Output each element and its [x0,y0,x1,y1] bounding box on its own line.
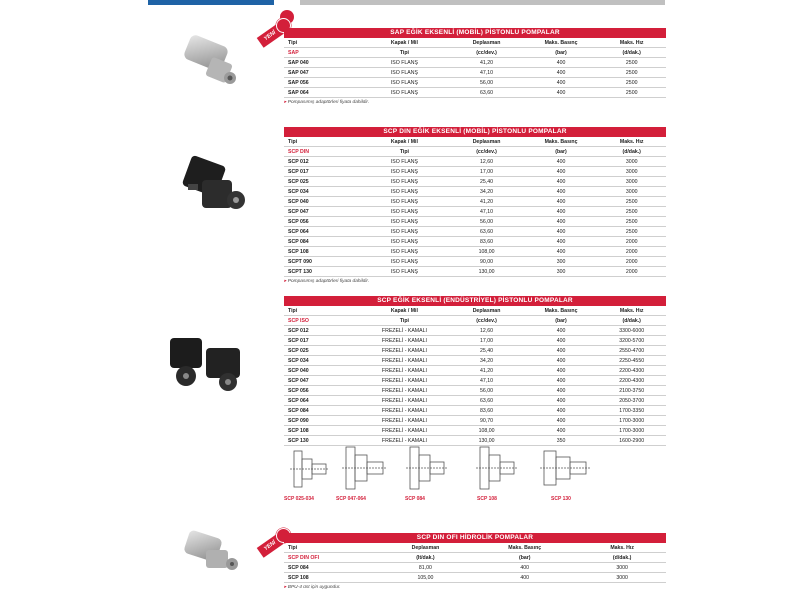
column-header: Kapak / Mil [360,306,444,316]
spec-cell: 400 [525,396,594,406]
spec-cell: 2500 [593,217,666,227]
spec-cell: 1700-3000 [593,416,666,426]
spec-cell: 400 [525,157,594,167]
model-cell: SCP 056 [284,217,360,227]
top-bar-blue [148,0,274,5]
table-row [284,217,666,227]
model-cell: SCP 040 [284,197,360,207]
spec-cell: 3300-6000 [593,326,666,336]
spec-cell: ISO FLANŞ [360,197,444,207]
table-row [284,386,666,396]
spec-cell: FREZELİ - KAMALI [360,326,444,336]
spec-cell: 2500 [593,78,666,88]
model-cell: SCP 034 [284,356,360,366]
model-cell: SCPT 130 [284,267,360,277]
spec-cell: 25,40 [444,177,524,187]
spec-cell: 400 [525,197,594,207]
spec-cell: 47,10 [444,376,524,386]
model-cell: SCP 064 [284,227,360,237]
spec-cell: ISO FLANŞ [360,78,444,88]
model-cell: SCP 108 [284,426,360,436]
table-row [284,88,666,98]
spec-cell: FREZELİ - KAMALI [360,386,444,396]
spec-cell: ISO FLANŞ [360,68,444,78]
spec-cell: 3000 [574,563,666,573]
column-header: Kapak / Mil [360,137,444,147]
model-cell: SCP 034 [284,187,360,197]
spec-cell: 108,00 [444,426,524,436]
model-cell: SCP 047 [284,207,360,217]
spec-cell: 2500 [593,88,666,98]
spec-cell: 400 [471,573,574,583]
section-sap [284,28,666,105]
spec-cell: 3000 [593,167,666,177]
spec-cell: FREZELİ - KAMALI [360,376,444,386]
subheader-cell: SCP DIN [284,147,360,157]
table-row [284,336,666,346]
spec-cell: 83,60 [444,406,524,416]
table-row [284,237,666,247]
spec-cell: FREZELİ - KAMALI [360,436,444,446]
scp-084-drawing [400,443,450,495]
column-header: Tipi [284,137,360,147]
spec-cell: 350 [525,436,594,446]
spec-cell: ISO FLANŞ [360,257,444,267]
table-subheader-row [284,48,666,58]
spec-cell: 3000 [593,187,666,197]
column-header: Kapak / Mil [360,38,444,48]
spec-cell: ISO FLANŞ [360,187,444,197]
table-row [284,78,666,88]
subheader-cell: (d/dak.) [593,147,666,157]
scp-047-064-drawing [336,443,390,495]
new-badge: YENİ [257,24,284,48]
spec-cell: 1600-2900 [593,436,666,446]
model-cell: SAP 056 [284,78,360,88]
table-header-row [284,306,666,316]
column-header: Deplasman [444,306,524,316]
model-cell: SCP 040 [284,366,360,376]
spec-cell: 400 [525,78,594,88]
table-row [284,376,666,386]
model-cell: SCP 084 [284,237,360,247]
spec-cell: 3000 [574,573,666,583]
spec-cell: ISO FLANŞ [360,217,444,227]
model-cell: SCP 084 [284,563,376,573]
column-header: Deplasman [444,137,524,147]
model-cell: SCP 084 [284,406,360,416]
spec-cell: 41,20 [444,366,524,376]
spec-cell: ISO FLANŞ [360,227,444,237]
subheader-cell: (bar) [525,147,594,157]
scp-iso-pump-photo [166,330,246,394]
spec-cell: 400 [525,247,594,257]
spec-cell: 300 [525,257,594,267]
column-header: Deplasman [376,543,472,553]
spec-cell: 3200-5700 [593,336,666,346]
scp-din-ofi-pump-photo [180,528,244,576]
section-title: SAP EĞİK EKSENLİ (MOBİL) PİSTONLU POMPALAR [284,28,666,38]
drawing-caption: SCP 108 [477,496,497,502]
subheader-cell: Tipi [360,48,444,58]
column-header: Maks. Basınç [525,137,594,147]
spec-cell: 63,60 [444,227,524,237]
spec-cell: ISO FLANŞ [360,207,444,217]
table-row [284,207,666,217]
spec-cell: 56,00 [444,217,524,227]
spec-cell: FREZELİ - KAMALI [360,366,444,376]
model-cell: SCP 012 [284,157,360,167]
spec-cell: 41,20 [444,197,524,207]
spec-cell: FREZELİ - KAMALI [360,396,444,406]
spec-cell: 400 [525,88,594,98]
spec-cell: FREZELİ - KAMALI [360,356,444,366]
spec-table [284,306,666,446]
model-cell: SCP 130 [284,436,360,446]
subheader-cell: SCP DIN OFI [284,553,376,563]
spec-cell: 3000 [593,177,666,187]
spec-cell: 400 [525,217,594,227]
table-row [284,157,666,167]
table-subheader-row [284,316,666,326]
spec-cell: 2550-4700 [593,346,666,356]
spec-cell: ISO FLANŞ [360,157,444,167]
subheader-cell: (d/dak.) [593,48,666,58]
subheader-cell: SCP ISO [284,316,360,326]
spec-table [284,38,666,98]
model-cell: SCP 108 [284,247,360,257]
drawing-caption: SCP 047-064 [336,496,366,502]
table-row [284,406,666,416]
table-row [284,396,666,406]
top-bar-grey [300,0,665,5]
spec-cell: 12,60 [444,326,524,336]
spec-cell: 130,00 [444,436,524,446]
spec-cell: 130,00 [444,267,524,277]
spec-cell: 400 [525,356,594,366]
model-cell: SCP 025 [284,346,360,356]
section-scp-din-ofi [284,533,666,590]
spec-cell: ISO FLANŞ [360,58,444,68]
subheader-cell: (cc/dev.) [444,48,524,58]
section-scp-iso [284,296,666,446]
footnote: ▸ Pompasımış adaptörleri fiyata dahildir. [284,279,370,284]
model-cell: SCP 017 [284,167,360,177]
spec-cell: 400 [525,386,594,396]
spec-cell: 400 [525,187,594,197]
spec-cell: 400 [525,426,594,436]
table-row [284,58,666,68]
spec-cell: FREZELİ - KAMALI [360,426,444,436]
spec-cell: 400 [525,58,594,68]
column-header: Maks. Basınç [525,38,594,48]
subheader-cell: (d/dak.) [574,553,666,563]
spec-cell: 108,00 [444,247,524,257]
column-header: Tipi [284,543,376,553]
spec-cell: 56,00 [444,386,524,396]
spec-cell: 105,00 [376,573,472,583]
spec-cell: 2500 [593,227,666,237]
footnote-text: BPU-4 üst için uygundur. [287,585,341,590]
top-bar-notch [274,0,300,6]
table-row [284,416,666,426]
footnote: ▸ BPU-4 üst için uygundur. [284,585,341,590]
spec-cell: ISO FLANŞ [360,267,444,277]
sap-pump-photo [178,32,246,92]
spec-cell: ISO FLANŞ [360,177,444,187]
spec-cell: ISO FLANŞ [360,88,444,98]
scp-130-drawing [538,443,592,495]
spec-cell: 400 [525,366,594,376]
drawing-caption: SCP 130 [551,496,571,502]
spec-cell: 400 [525,227,594,237]
table-row [284,257,666,267]
table-row [284,227,666,237]
spec-cell: 2500 [593,207,666,217]
table-row [284,563,666,573]
model-cell: SCP 090 [284,416,360,426]
table-row [284,326,666,336]
spec-cell: 400 [525,346,594,356]
spec-cell: 2250-4550 [593,356,666,366]
subheader-cell: Tipi [360,147,444,157]
model-cell: SCP 025 [284,177,360,187]
table-row [284,426,666,436]
table-row [284,197,666,207]
column-header: Maks. Basınç [471,543,574,553]
spec-cell: 400 [525,336,594,346]
spec-cell: 34,20 [444,356,524,366]
model-cell: SAP 047 [284,68,360,78]
spec-cell: 400 [525,207,594,217]
section-scp-din [284,127,666,284]
spec-cell: FREZELİ - KAMALI [360,416,444,426]
model-cell: SAP 064 [284,88,360,98]
spec-table [284,543,666,583]
spec-cell: FREZELİ - KAMALI [360,336,444,346]
spec-cell: 300 [525,267,594,277]
drawing-caption: SCP 025-034 [284,496,314,502]
spec-cell: 400 [525,68,594,78]
spec-cell: 47,10 [444,207,524,217]
spec-cell: 2000 [593,267,666,277]
model-cell: SCP 064 [284,396,360,406]
column-header: Maks. Hız [574,543,666,553]
spec-cell: ISO FLANŞ [360,247,444,257]
footnote-text: Pompasımış adaptörleri fiyata dahildir. [287,100,370,105]
footnote-text: Pompasımış adaptörleri fiyata dahildir. [287,279,370,284]
subheader-cell: (lt/dak.) [376,553,472,563]
subheader-cell: (d/dak.) [593,316,666,326]
spec-cell: 63,60 [444,396,524,406]
subheader-cell: (cc/dev.) [444,147,524,157]
spec-cell: 47,10 [444,68,524,78]
spec-table [284,137,666,277]
table-row [284,177,666,187]
spec-cell: ISO FLANŞ [360,167,444,177]
table-header-row [284,543,666,553]
spec-cell: 2500 [593,197,666,207]
column-header: Maks. Hız [593,137,666,147]
scp-025-034-drawing [284,445,332,493]
spec-cell: 81,00 [376,563,472,573]
subheader-cell: (cc/dev.) [444,316,524,326]
spec-cell: FREZELİ - KAMALI [360,406,444,416]
table-subheader-row [284,147,666,157]
spec-cell: 400 [471,563,574,573]
spec-cell: 1700-3000 [593,426,666,436]
spec-cell: 3000 [593,157,666,167]
scp-108-drawing [470,443,520,495]
spec-cell: 400 [525,167,594,177]
spec-cell: 400 [525,376,594,386]
column-header: Maks. Hız [593,306,666,316]
table-subheader-row [284,553,666,563]
spec-cell: 90,00 [444,257,524,267]
model-cell: SCP 108 [284,573,376,583]
drawing-caption: SCP 084 [405,496,425,502]
spec-cell: 2100-3750 [593,386,666,396]
model-cell: SCPT 090 [284,257,360,267]
spec-cell: 34,20 [444,187,524,197]
spec-cell: 17,00 [444,336,524,346]
table-row [284,247,666,257]
spec-cell: 400 [525,177,594,187]
table-row [284,366,666,376]
spec-cell: 400 [525,326,594,336]
spec-cell: 2000 [593,247,666,257]
table-header-row [284,38,666,48]
table-row [284,187,666,197]
spec-cell: 56,00 [444,78,524,88]
spec-cell: 1700-3350 [593,406,666,416]
model-cell: SCP 017 [284,336,360,346]
table-row [284,356,666,366]
spec-cell: 400 [525,416,594,426]
table-row [284,167,666,177]
table-row [284,68,666,78]
section-title: SCP DIN OFI HİDROLİK POMPALAR [284,533,666,543]
column-header: Maks. Hız [593,38,666,48]
spec-cell: ISO FLANŞ [360,237,444,247]
spec-cell: 2050-3700 [593,396,666,406]
scp-din-pump-photo [180,150,250,222]
column-header: Deplasman [444,38,524,48]
subheader-cell: SAP [284,48,360,58]
spec-cell: 2200-4300 [593,366,666,376]
column-header: Maks. Basınç [525,306,594,316]
spec-cell: 90,70 [444,416,524,426]
model-cell: SCP 012 [284,326,360,336]
spec-cell: 400 [525,406,594,416]
table-header-row [284,137,666,147]
spec-cell: 2500 [593,68,666,78]
spec-cell: 63,60 [444,88,524,98]
table-row [284,267,666,277]
spec-cell: 2200-4300 [593,376,666,386]
spec-cell: 17,00 [444,167,524,177]
subheader-cell: (bar) [471,553,574,563]
footnote: ▸ Pompasımış adaptörleri fiyata dahildir. [284,100,370,105]
section-title: SCP DIN EĞİK EKSENLİ (MOBİL) PİSTONLU POMPALAR [284,127,666,137]
section-title: SCP EĞİK EKSENLİ (ENDÜSTRİYEL) PİSTONLU POMPALAR [284,296,666,306]
column-header: Tipi [284,306,360,316]
model-cell: SAP 040 [284,58,360,68]
spec-cell: 83,60 [444,237,524,247]
subheader-cell: (bar) [525,316,594,326]
subheader-cell: (bar) [525,48,594,58]
subheader-cell: Tipi [360,316,444,326]
column-header: Tipi [284,38,360,48]
table-row [284,573,666,583]
spec-cell: 400 [525,237,594,247]
spec-cell: 2000 [593,257,666,267]
spec-cell: 41,20 [444,58,524,68]
spec-cell: 12,60 [444,157,524,167]
spec-cell: 2000 [593,237,666,247]
model-cell: SCP 047 [284,376,360,386]
model-cell: SCP 056 [284,386,360,396]
new-badge: YENİ [257,534,284,558]
spec-cell: FREZELİ - KAMALI [360,346,444,356]
spec-cell: 2500 [593,58,666,68]
spec-cell: 25,40 [444,346,524,356]
table-row [284,346,666,356]
